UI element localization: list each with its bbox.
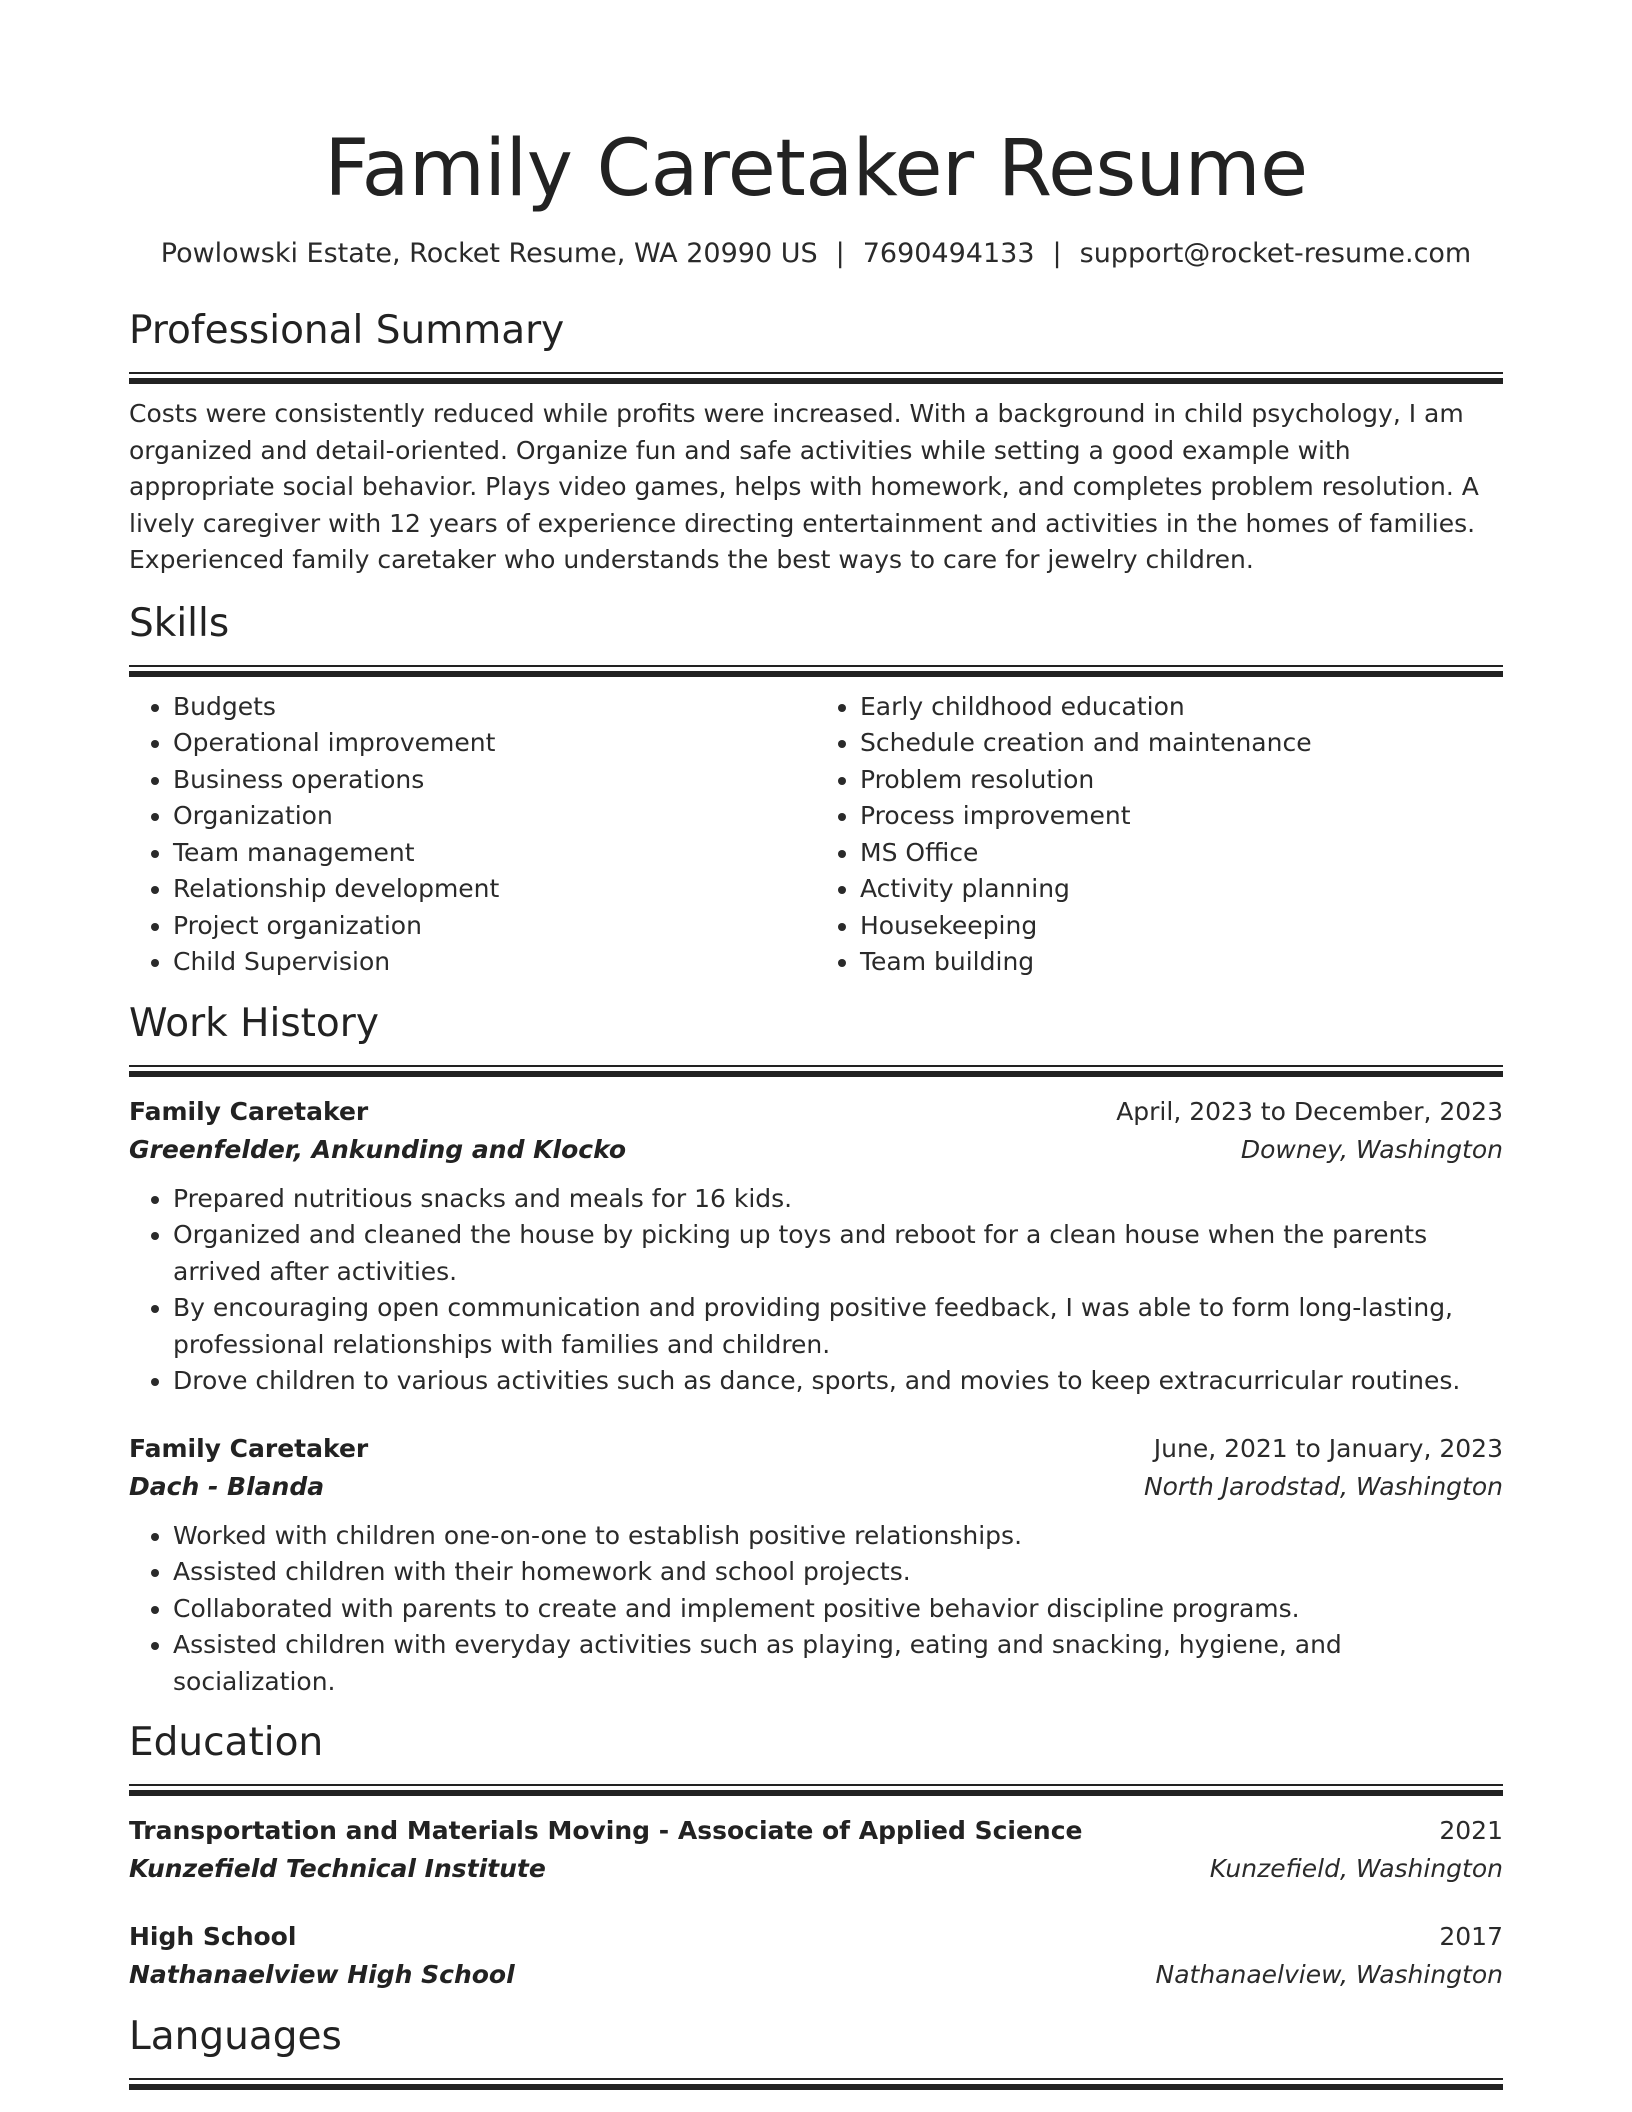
skill-item: • Operational improvement <box>173 725 816 762</box>
skill-item: • Child Supervision <box>173 944 816 981</box>
section-heading-work: Work History <box>129 1000 379 1046</box>
education-degree: High School <box>129 1922 297 1951</box>
education-school: Kunzefield Technical Institute <box>129 1854 546 1883</box>
skill-item: • Team management <box>173 835 816 872</box>
job-location: Downey, Washington <box>1240 1134 1503 1164</box>
job-location: North Jarodstad, Washington <box>1143 1471 1503 1501</box>
contact-separator: | <box>835 238 845 269</box>
skill-item: • Early childhood education <box>860 689 1503 726</box>
job-header-row <box>129 1093 1503 1131</box>
skill-item: • Team building <box>860 944 1503 981</box>
skills-columns <box>129 689 1503 981</box>
skill-item: • Relationship development <box>173 871 816 908</box>
skill-item: • Problem resolution <box>860 762 1503 799</box>
section-divider <box>129 1784 1503 1798</box>
skill-item: • MS Office <box>860 835 1503 872</box>
skill-item: • Organization <box>173 798 816 835</box>
job-company: Dach - Blanda <box>129 1471 325 1501</box>
job-header-row <box>129 1430 1503 1468</box>
section-divider <box>129 665 1503 679</box>
job-company-row <box>129 1131 1503 1169</box>
job-entry <box>129 1430 1503 1701</box>
job-entry <box>129 1093 1503 1400</box>
education-school-row <box>129 1956 1503 1994</box>
section-divider <box>129 1065 1503 1079</box>
section-summary <box>129 306 1503 579</box>
job-bullet: • Worked with children one-on-one to establish positive relationships. <box>173 1518 1503 1555</box>
skill-item: • Housekeeping <box>860 908 1503 945</box>
education-school: Nathanaelview High School <box>129 1960 515 1989</box>
education-location: Kunzefield, Washington <box>1209 1854 1503 1883</box>
skill-item: • Budgets <box>173 689 816 726</box>
section-heading-languages: Languages <box>129 2014 342 2059</box>
section-divider <box>129 372 1503 386</box>
education-header-row <box>129 1812 1503 1850</box>
contact-phone: 7690494133 <box>862 238 1035 269</box>
education-location: Nathanaelview, Washington <box>1155 1960 1503 1989</box>
job-bullets <box>129 1518 1503 1701</box>
job-title: Family Caretaker <box>129 1096 369 1126</box>
resume-title: Family Caretaker Resume <box>324 124 1308 214</box>
job-title: Family Caretaker <box>129 1433 369 1463</box>
job-dates: June, 2021 to January, 2023 <box>1153 1433 1503 1463</box>
section-work-history <box>129 999 1503 1701</box>
skill-item: • Business operations <box>173 762 816 799</box>
contact-address: Powlowski Estate, Rocket Resume, WA 20990 US <box>160 238 818 269</box>
skill-item: • Activity planning <box>860 871 1503 908</box>
section-languages <box>129 2012 1503 2092</box>
education-entry <box>129 1918 1503 1994</box>
job-bullet: • By encouraging open communication and providing positive feedback, I was able to form long-lasting, professional relationships with families and children. <box>173 1290 1503 1363</box>
education-year: 2017 <box>1439 1922 1503 1951</box>
section-skills <box>129 599 1503 981</box>
section-heading-education: Education <box>129 1720 324 1765</box>
education-school-row <box>129 1850 1503 1888</box>
section-education <box>129 1718 1503 1994</box>
job-bullet: • Assisted children with everyday activities such as playing, eating and snacking, hygiene, and socialization. <box>173 1627 1503 1700</box>
contact-line <box>129 236 1503 272</box>
education-year: 2021 <box>1439 1816 1503 1845</box>
section-heading-summary: Professional Summary <box>129 308 565 353</box>
skill-item: • Project organization <box>173 908 816 945</box>
contact-separator: | <box>1052 238 1062 269</box>
job-company: Greenfelder, Ankunding and Klocko <box>129 1134 627 1164</box>
job-bullets <box>129 1181 1503 1400</box>
job-bullet: • Prepared nutritious snacks and meals for 16 kids. <box>173 1181 1503 1218</box>
job-company-row <box>129 1468 1503 1506</box>
contact-email: support@rocket-resume.com <box>1079 238 1472 269</box>
section-divider <box>129 2078 1503 2092</box>
skills-list-left <box>129 689 816 981</box>
job-bullet: • Assisted children with their homework and school projects. <box>173 1554 1503 1591</box>
education-entry <box>129 1812 1503 1888</box>
education-degree: Transportation and Materials Moving - Associate of Applied Science <box>129 1816 1083 1845</box>
job-bullet: • Drove children to various activities such as dance, sports, and movies to keep extracurricular routines. <box>173 1363 1503 1400</box>
job-bullet: • Organized and cleaned the house by picking up toys and reboot for a clean house when the parents arrived after activities. <box>173 1217 1503 1290</box>
job-bullet: • Collaborated with parents to create and implement positive behavior discipline programs. <box>173 1591 1503 1628</box>
skill-item: • Schedule creation and maintenance <box>860 725 1503 762</box>
section-heading-skills: Skills <box>129 600 230 646</box>
education-header-row <box>129 1918 1503 1956</box>
job-dates: April, 2023 to December, 2023 <box>1116 1096 1503 1126</box>
skills-list-right <box>816 689 1503 981</box>
skill-item: • Process improvement <box>860 798 1503 835</box>
summary-text: Costs were consistently reduced while profits were increased. With a background in child psychology, I am organized and detail-oriented. Organize fun and safe activities while setting a good example with appropriate social behavior. Plays video games, helps with homework, and completes problem resolution. A lively caregiver with 12 years of experience directing entertainment and activities in the homes of families. Experienced family caretaker who understands the best ways to care for jewelry children. <box>129 399 1479 574</box>
